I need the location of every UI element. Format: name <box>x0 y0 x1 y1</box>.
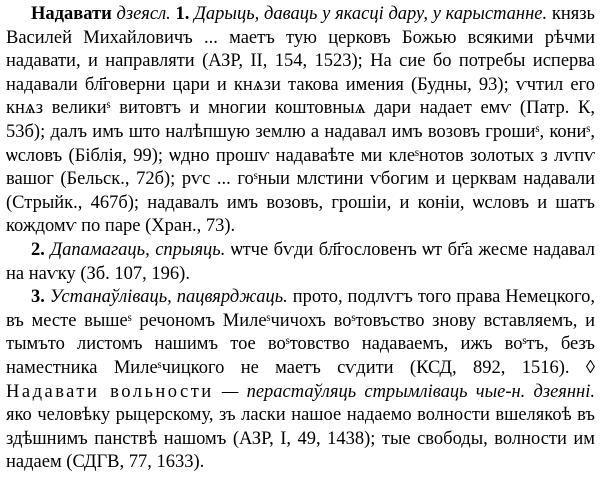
sense-gloss: Устанаўліваць, пацвярджаць. <box>49 287 288 308</box>
sense-gloss: Дапамагаць, спрыяць. <box>50 239 226 260</box>
phrase-definition: — перастаўляць стрымліваць чые-н. дзеянні. <box>213 381 595 402</box>
phrase-headword: Надавати вольности <box>6 381 214 402</box>
sense-gloss: Дарыць, даваць у якасці дару, у карыстанне. <box>194 4 548 24</box>
phrase-citations: яко человѣку рыцерскому, зъ ласки нашое надаемо волности вшелякоѣ въ здѣшнимъ панствѣ нашомъ (АЗР, I, 49, 1438); тые свободы, волности им надаем (СДГВ, 77, 1633). <box>6 405 595 473</box>
sense-1 <box>6 3 595 239</box>
sense-number: 2. <box>31 239 45 260</box>
sense-3 <box>6 286 595 475</box>
part-of-speech: дзеясл. <box>111 4 176 24</box>
sense-citations: ѡтче бѵди бл҃гословенъ ѡт бг҃а жесме надавал на наѵку (Зб. 107, 196). <box>6 239 595 284</box>
sense-citations: князь Василей Михайловичъ ... маетъ тую церковъ Божью всякими рѣчми надавати, и направляти (АЗР, II, 154, 1523); На сие бо потребы исперва надавали бл҃говерни цари и кнѧзи такова имения (Будны, 93); ѵчтил его кнѧз великиˢ витовтъ и многии коштовныѧ дари надает емѵ (Патр. К, 53б); далъ имъ што налѣпшую землю а надавал имъ возовъ грошиˢ, кониˢ, ѡсловъ (Біблія, 99); ѡдно прошѵ надаваѣте ми клеˢнотов золотых з лѵпѵ вашог (Бельск., 72б); рѵс ... гоˢныи млстини ѵбогим и церквам надавали (Стрыйк., 467б); надавалъ имъ возовъ, грошіи, и коніи, ѡсловъ и шатъ кождомѵ по паре (Хран., 73). <box>6 4 595 237</box>
sense-2 <box>6 239 595 286</box>
sense-number: 1. <box>175 4 190 24</box>
sense-number: 3. <box>31 287 45 308</box>
sense-citations: прото, подлѵгъ того права Немецкого, въ месте вышеˢ речономъ Милеˢчичохъ воˢтовъство знову вставляемъ, и тымъто листомъ нашимъ тое воˢтовство надаваемъ, ижъ воˢтъ, безъ наместника Милеˢчицкого не маетъ сѵдити (КСД, 892, 1516). ◊ <box>6 287 595 378</box>
headword: Надавати <box>31 4 112 24</box>
